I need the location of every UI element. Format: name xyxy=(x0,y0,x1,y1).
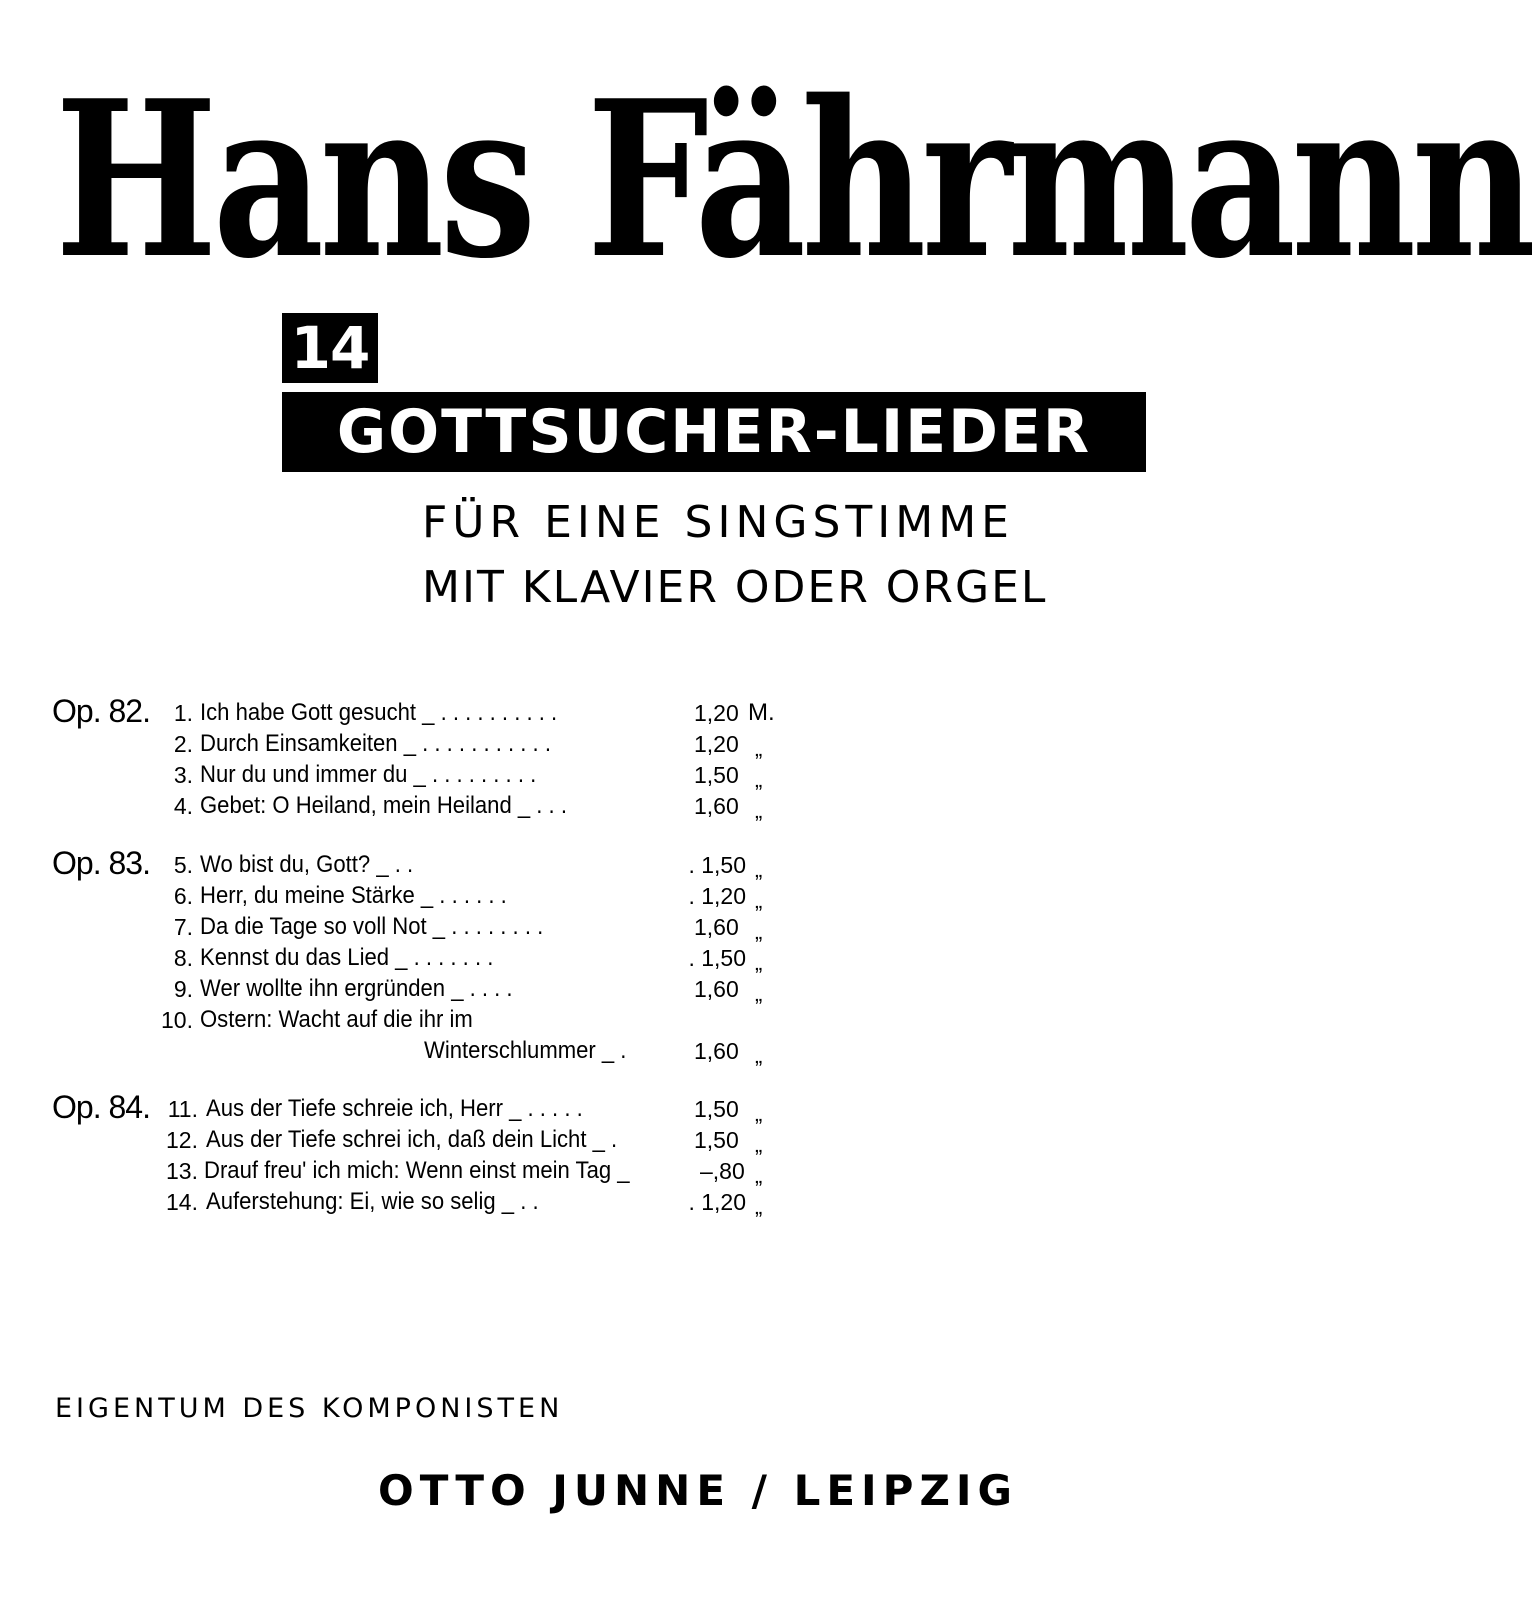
song-price: 1,20 xyxy=(694,731,739,757)
ditto-mark: „ xyxy=(755,888,763,913)
ditto-mark: „ xyxy=(755,1101,763,1126)
ditto-mark: „ xyxy=(755,1163,763,1188)
song-number: 13. xyxy=(166,1158,198,1184)
ditto-mark: „ xyxy=(755,798,763,823)
composer-name: Hans Fährmann xyxy=(55,53,1532,306)
song-title: Kennst du das Lied _ . . . . . . . xyxy=(200,944,494,971)
song-price: 1,50 xyxy=(694,1096,739,1122)
song-title: Nur du und immer du _ . . . . . . . . . xyxy=(200,761,537,788)
opus-label: Op. 83. xyxy=(52,845,150,881)
song-title: Aus der Tiefe schrei ich, daß dein Licht _ . xyxy=(206,1126,618,1153)
song-title: Wer wollte ihn ergründen _ . . . . xyxy=(200,975,513,1002)
song-title: Drauf freu' ich mich: Wenn einst mein Tag _ xyxy=(204,1157,630,1184)
publisher-imprint: OTTO JUNNE / LEIPZIG xyxy=(378,1466,1019,1515)
subtitle-line-2: MIT KLAVIER ODER ORGEL xyxy=(422,562,1048,613)
collection-title: GOTTSUCHER-LIEDER xyxy=(282,392,1146,472)
song-title: Wo bist du, Gott? _ . . xyxy=(200,851,414,878)
ditto-mark: „ xyxy=(755,1132,763,1157)
song-price: 1,20 xyxy=(694,700,739,726)
song-title: Herr, du meine Stärke _ . . . . . . xyxy=(200,882,507,909)
ditto-mark: „ xyxy=(755,981,763,1006)
song-title: Aus der Tiefe schreie ich, Herr _ . . . . . xyxy=(206,1095,583,1122)
song-price: . 1,20 xyxy=(688,883,746,909)
song-title: Ostern: Wacht auf die ihr im xyxy=(200,1006,473,1033)
song-number: 14. xyxy=(166,1189,198,1215)
song-title: Gebet: O Heiland, mein Heiland _ . . . xyxy=(200,792,567,819)
song-number: 4. xyxy=(173,793,193,819)
song-number: 12. xyxy=(166,1127,198,1153)
ditto-mark: „ xyxy=(755,767,763,792)
song-price: 1,50 xyxy=(694,762,739,788)
opus-label: Op. 82. xyxy=(52,693,150,729)
song-title-continuation: Winterschlummer _ . xyxy=(424,1037,627,1064)
ownership-notice: EIGENTUM DES KOMPONISTEN xyxy=(55,1393,564,1424)
price-unit: M. xyxy=(748,699,775,726)
song-price: . 1,20 xyxy=(688,1189,746,1215)
opus-label: Op. 84. xyxy=(52,1089,150,1125)
composer-name-block xyxy=(55,53,1532,306)
song-price: . 1,50 xyxy=(688,852,746,878)
song-number: 8. xyxy=(173,945,193,971)
subtitle-line-1: FÜR EINE SINGSTIMME xyxy=(422,497,1014,548)
ditto-mark: „ xyxy=(755,1043,763,1068)
ditto-mark: „ xyxy=(755,736,763,761)
song-title: Durch Einsamkeiten _ . . . . . . . . . . . xyxy=(200,730,551,757)
song-number: 6. xyxy=(173,883,193,909)
song-number: 1. xyxy=(173,700,193,726)
song-number: 3. xyxy=(173,762,193,788)
song-price: 1,60 xyxy=(694,1038,739,1064)
song-title: Auferstehung: Ei, wie so selig _ . . xyxy=(206,1188,539,1215)
song-price: 1,50 xyxy=(694,1127,739,1153)
song-number: 5. xyxy=(173,852,193,878)
song-title: Ich habe Gott gesucht _ . . . . . . . . . . xyxy=(200,699,558,726)
song-number: 7. xyxy=(173,914,193,940)
song-price: 1,60 xyxy=(694,976,739,1002)
song-count-badge: 14 xyxy=(282,313,378,383)
song-price: . 1,50 xyxy=(688,945,746,971)
song-number: 9. xyxy=(173,976,193,1002)
song-number: 10. xyxy=(161,1007,193,1033)
song-price: 1,60 xyxy=(694,793,739,819)
ditto-mark: „ xyxy=(755,1194,763,1219)
song-number: 11. xyxy=(167,1096,198,1122)
ditto-mark: „ xyxy=(755,919,763,944)
song-price: 1,60 xyxy=(694,914,739,940)
song-price: –,80 xyxy=(700,1158,745,1184)
song-title: Da die Tage so voll Not _ . . . . . . . . xyxy=(200,913,544,940)
song-number: 2. xyxy=(173,731,193,757)
ditto-mark: „ xyxy=(755,950,763,975)
ditto-mark: „ xyxy=(755,857,763,882)
